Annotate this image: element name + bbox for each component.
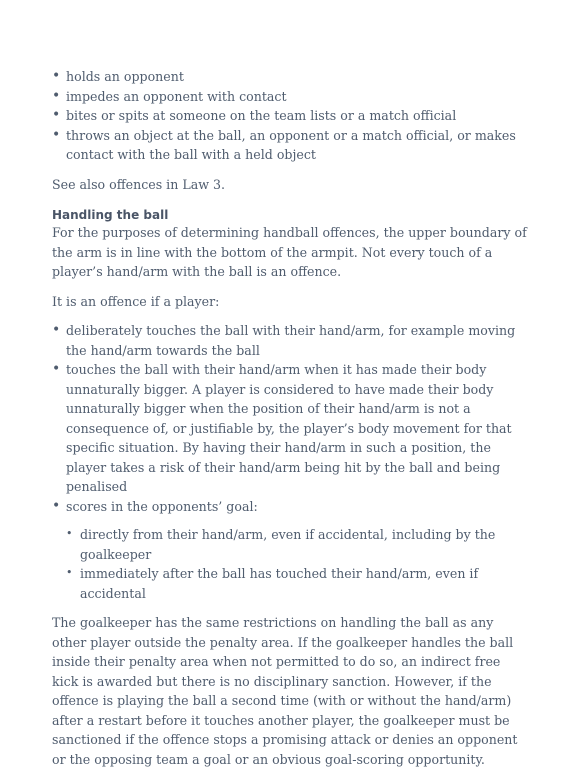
- list-item: • deliberately touches the ball with their hand/arm, for example moving the hand/arm towards the ball: [52, 321, 530, 360]
- list-item: • holds an opponent: [52, 67, 530, 87]
- see-also-text: See also offences in Law 3.: [52, 176, 225, 192]
- scoring-sublist: [66, 525, 530, 603]
- handball-offence-list: [52, 321, 530, 516]
- handling-lead-text: It is an offence if a player:: [52, 293, 220, 309]
- list-item: • throws an object at the ball, an opponent or a match official, or makes contact with the ball with a held object: [52, 126, 530, 165]
- offence-list: [52, 67, 530, 165]
- section-heading-handling: Handling the ball: [52, 208, 169, 222]
- list-item: • impedes an opponent with contact: [52, 87, 530, 107]
- goalkeeper-paragraph: The goalkeeper has the same restrictions on handling the ball as any other player outside the penalty area. If the goalkeeper handles the ball inside their penalty area when not permitted to do so, an indirect free kick is awarded but there is no disciplinary sanction. However, if the offence is playing the ball a second time (with or without the hand/arm) after a restart before it touches another player, the goalkeeper must be sanctioned if the offence stops a promising attack or denies an opponent or the opposing team a goal or an obvious goal-scoring opportunity.: [52, 615, 518, 767]
- list-item: • scores in the opponents’ goal:: [52, 497, 530, 517]
- handling-intro-paragraph: For the purposes of determining handball offences, the upper boundary of the arm is in line with the bottom of the armpit. Not every touch of a player’s hand/arm with the ball is an offence.: [52, 225, 527, 279]
- sublist-item: • directly from their hand/arm, even if accidental, including by the goalkeeper: [66, 525, 530, 564]
- sublist-item: • immediately after the ball has touched their hand/arm, even if accidental: [66, 564, 530, 603]
- page-content: [52, 67, 530, 769]
- list-item: • bites or spits at someone on the team lists or a match official: [52, 106, 530, 126]
- list-item: • touches the ball with their hand/arm when it has made their body unnaturally bigger. A player is considered to have made their body unnaturally bigger when the position of their hand/arm is not a consequence of, or justifiable by, the player’s body movement for that specific situation. By having their hand/arm in such a position, the player takes a risk of their hand/arm being hit by the ball and being penalised: [52, 360, 530, 497]
